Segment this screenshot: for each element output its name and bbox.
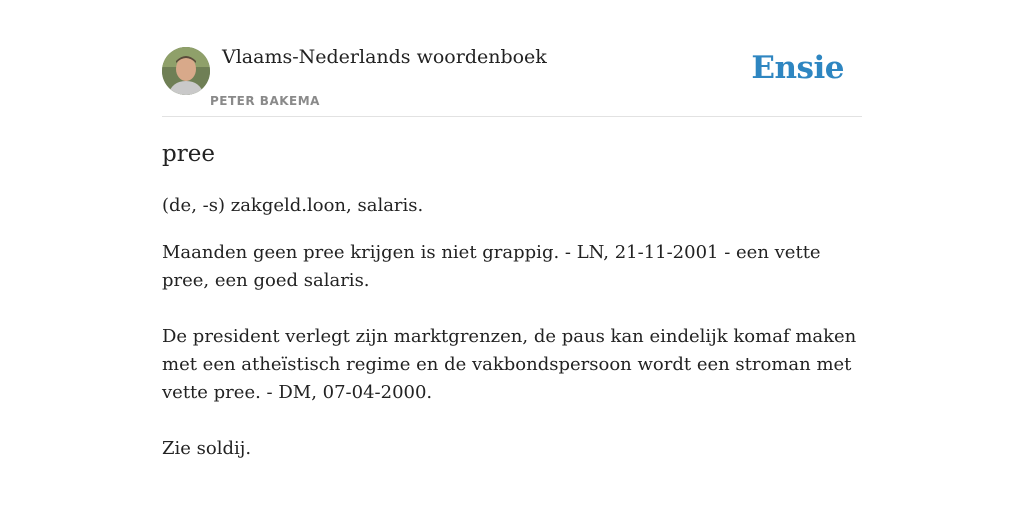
- entry-example: De president verlegt zijn marktgrenzen, de paus kan eindelijk komaf maken met een atheïstisch regime en de vakbondspersoon wordt een stroman met vette pree. - DM, 07-04-2000.: [162, 326, 857, 403]
- author-avatar[interactable]: [162, 47, 210, 95]
- entry-content: [162, 138, 862, 463]
- entry-headword: pree: [162, 141, 215, 167]
- entry-definition: (de, -s) zakgeld.loon, salaris.: [162, 195, 424, 216]
- avatar-photo-icon: [162, 47, 210, 95]
- dictionary-title[interactable]: Vlaams-Nederlands woordenboek: [222, 46, 547, 68]
- author-name[interactable]: PETER BAKEMA: [210, 94, 320, 108]
- site-header: [162, 0, 862, 117]
- entry-see-also: Zie soldij.: [162, 438, 252, 459]
- entry-example: Maanden geen pree krijgen is niet grappig. - LN, 21-11-2001 - een vette pree, een goed salaris.: [162, 242, 821, 291]
- ensie-logo[interactable]: Ensie: [751, 50, 844, 86]
